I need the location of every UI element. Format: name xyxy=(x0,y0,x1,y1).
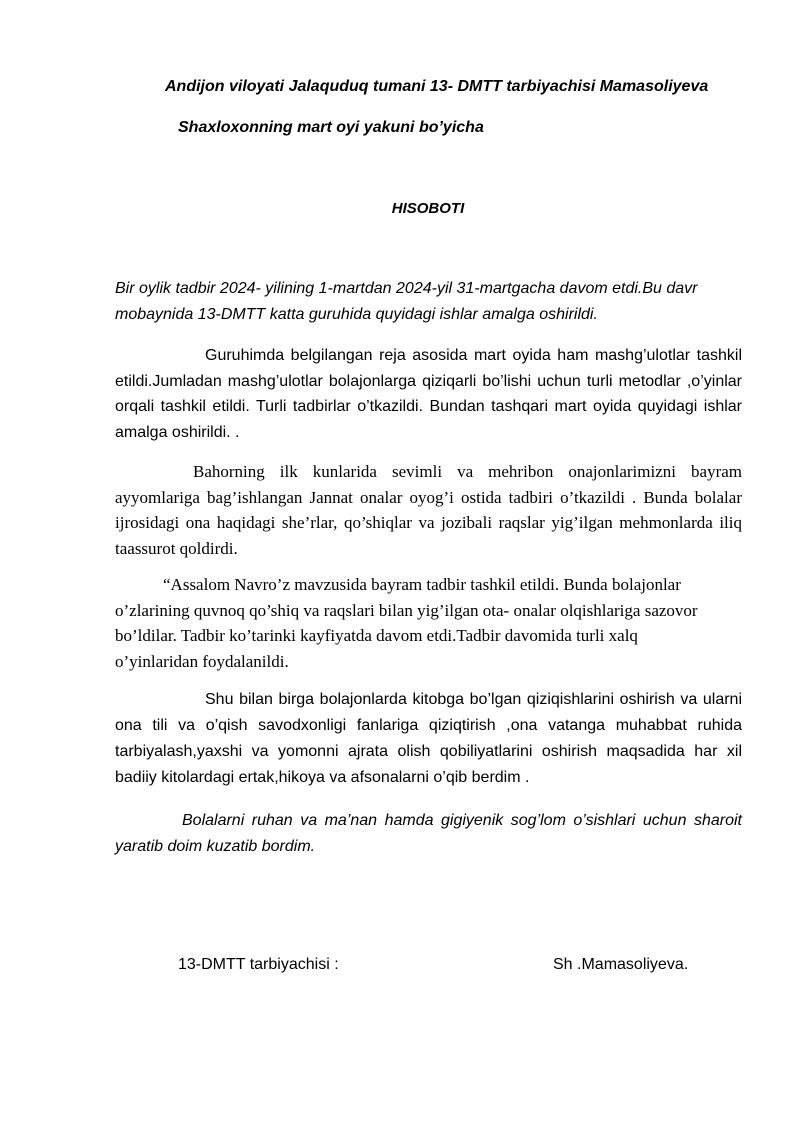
paragraph-mothers-day: Bahorning ilk kunlarida sevimli va mehribon onajonlarimizni bayram ayyomlariga bag’ishlangan Jannat onalar oyog’i ostida tadbiri o’tkazildi . Bunda bolalar ijrosidagi ona haqidagi she’rlar, qo’shiqlar va jozibali raqslar yig’ilgan mehmonlarda iliq taassurot qoldirdi. xyxy=(115,462,742,558)
paragraph-lessons: Guruhimda belgilangan reja asosida mart oyida ham mashg’ulotlar tashkil etildi.Jumladan mashg’ulotlar bolajonlarga qiziqarli bo’lishi uchun turli metodlar ,o’yinlar orqali tashkil etildi. Turli tadbirlar o’tkazildi. Bundan tashqari mart oyida quyidagi ishlar amalga oshirildi. . xyxy=(115,347,742,441)
header-line-1: Andijon viloyati Jalaquduq tumani 13- DMTT tarbiyachisi Mamasoliyeva xyxy=(165,78,709,95)
signature-name: Sh .Mamasoliyeva. xyxy=(553,956,689,973)
signature-role: 13-DMTT tarbiyachisi : xyxy=(178,956,339,973)
header-line-2: Shaxloxonning mart oyi yakuni bo’yicha xyxy=(178,119,484,136)
paragraph-health: Bolalarni ruhan va ma’nan hamda gigiyenik sog’lom o’sishlari uchun sharoit yaratib doim kuzatib bordim. xyxy=(115,812,742,855)
document-title: HISOBOTI xyxy=(391,200,465,217)
paragraph-intro: Bir oylik tadbir 2024- yilining 1-martdan 2024-yil 31-martgacha davom etdi.Bu davr mobaynida 13-DMTT katta guruhida quyidagi ishlar amalga oshirildi. xyxy=(115,280,698,323)
paragraph-reading: Shu bilan birga bolajonlarda kitobga bo’lgan qiziqishlarini oshirish va ularni ona tili va o’qish savodxonligi fanlariga qiziqtirish ,ona vatanga muhabbat ruhida tarbiyalash,yaxshi va yomonni ajrata olish qobiliyatlarini oshirish maqsadida har xil badiiy kitolardagi ertak,hikoya va afsonalarni o’qib berdim . xyxy=(115,691,742,786)
paragraph-navruz: “Assalom Navro’z mavzusida bayram tadbir tashkil etildi. Bunda bolajonlar o’zlarining quvnoq qo’shiq va raqslari bilan yig’ilgan ota- onalar olqishlariga sazovor bo’ldilar. Tadbir ko’tarinki kayfiyatda davom etdi.Tadbir davomida turli xalq o’yinlaridan foydalanildi. xyxy=(115,575,698,671)
